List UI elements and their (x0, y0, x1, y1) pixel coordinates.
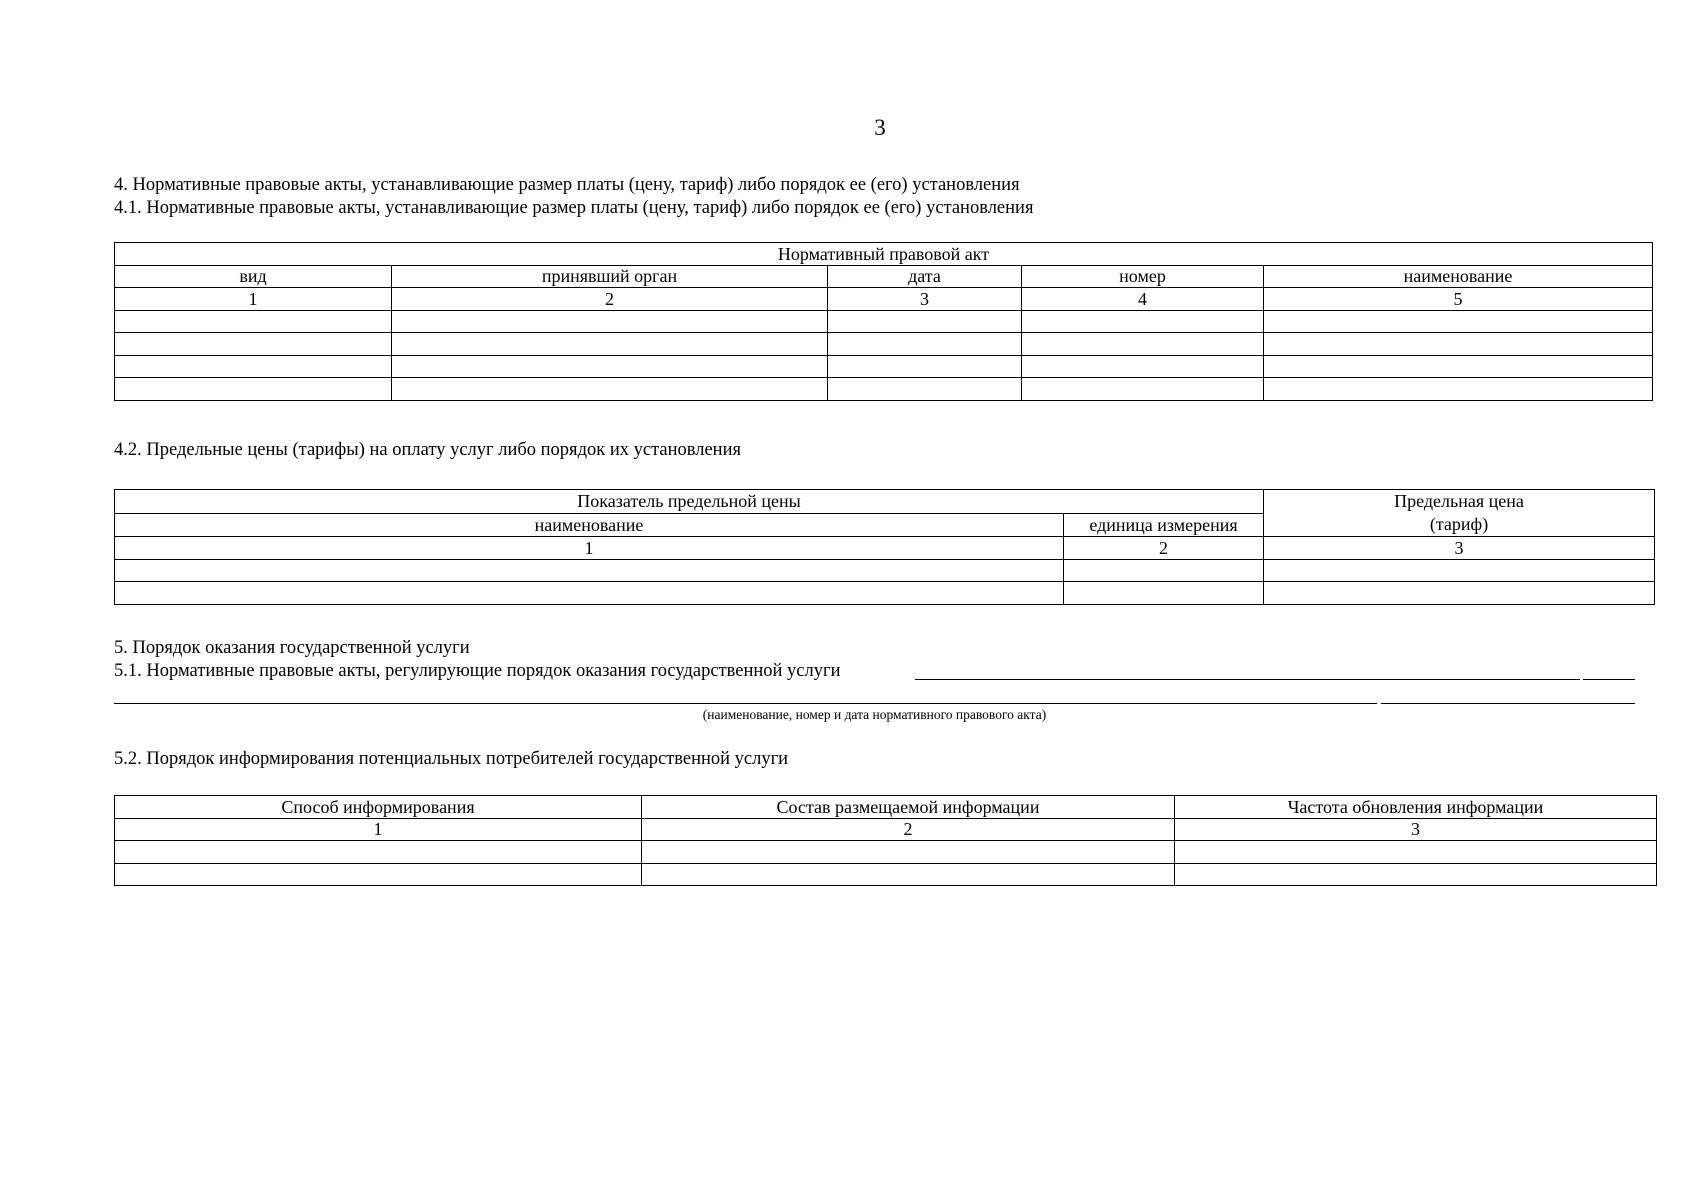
table-cell (115, 310, 392, 333)
table-row (115, 863, 1657, 886)
table-row (115, 378, 1653, 401)
table-group-header: Показатель предельной цены (115, 490, 1264, 514)
table-cell (642, 841, 1175, 864)
column-header: Состав размещаемой информации (642, 796, 1175, 819)
table-cell (115, 378, 392, 401)
section-4-2-title: 4.2. Предельные цены (тарифы) на оплату услуг либо порядок их установления (114, 440, 741, 460)
table-row (115, 243, 1653, 266)
table-cell (392, 333, 828, 356)
table-row (115, 796, 1657, 819)
table-row (115, 841, 1657, 864)
column-number: 3 (1175, 818, 1657, 841)
price-limits-table (114, 489, 1655, 605)
column-number: 4 (1022, 288, 1264, 311)
table-cell (1022, 333, 1264, 356)
column-header: единица измерения (1064, 513, 1264, 537)
column-number: 2 (1064, 537, 1264, 560)
page-number: 3 (874, 115, 886, 140)
table-cell (1175, 841, 1657, 864)
table-cell (392, 355, 828, 378)
section-5-2-title: 5.2. Порядок информирования потенциальных потребителей государственной услуги (114, 749, 789, 769)
table-row (115, 333, 1653, 356)
informing-table (114, 795, 1657, 886)
column-number: 3 (828, 288, 1022, 311)
column-number: 1 (115, 288, 392, 311)
section-4-title: 4. Нормативные правовые акты, устанавливающие размер платы (цену, тариф) либо порядок ее (его) установления (114, 175, 1020, 195)
column-header: принявший орган (392, 265, 828, 288)
table-cell (115, 863, 642, 886)
table-cell (1264, 333, 1653, 356)
table-cell (1022, 378, 1264, 401)
table-cell (828, 355, 1022, 378)
table-row (115, 582, 1655, 605)
table-cell (1264, 559, 1655, 582)
table-cell (1064, 559, 1264, 582)
table-row (115, 355, 1653, 378)
column-header: Частота обновления информации (1175, 796, 1657, 819)
column-number: 1 (115, 818, 642, 841)
table-cell (115, 333, 392, 356)
table-cell (115, 841, 642, 864)
table-cell (115, 582, 1064, 605)
legal-acts-table (114, 242, 1653, 401)
column-header: Способ информирования (115, 796, 642, 819)
section-5-title: 5. Порядок оказания государственной услуги (114, 638, 470, 658)
column-header: дата (828, 265, 1022, 288)
column-number: 5 (1264, 288, 1653, 311)
table-cell (1264, 582, 1655, 605)
table-row (115, 310, 1653, 333)
table-cell (115, 355, 392, 378)
table-cell (115, 559, 1064, 582)
column-number: 2 (642, 818, 1175, 841)
table-cell (1264, 378, 1653, 401)
price-header-line-1: Предельная цена (1394, 491, 1524, 511)
table-cell (1064, 582, 1264, 605)
fill-line (114, 703, 1377, 704)
table-cell (642, 863, 1175, 886)
table-cell (392, 378, 828, 401)
section-4-1-title: 4.1. Нормативные правовые акты, устанавливающие размер платы (цену, тариф) либо порядок ее (его) установления (114, 198, 1034, 218)
column-number: 3 (1264, 537, 1655, 560)
column-number: 2 (392, 288, 828, 311)
fill-line (915, 679, 1580, 680)
table-row (115, 559, 1655, 582)
table-cell (828, 310, 1022, 333)
column-header (1264, 490, 1655, 537)
table-cell (1022, 355, 1264, 378)
table-cell (828, 378, 1022, 401)
table-cell (1022, 310, 1264, 333)
column-header: номер (1022, 265, 1264, 288)
table-cell (1264, 355, 1653, 378)
column-header: наименование (1264, 265, 1653, 288)
price-header-line-2: (тариф) (1429, 514, 1489, 534)
table-cell (1264, 310, 1653, 333)
table-cell (828, 333, 1022, 356)
table-row (115, 818, 1657, 841)
section-5-1-title: 5.1. Нормативные правовые акты, регулирующие порядок оказания государственной услуги (114, 661, 841, 681)
table-row (115, 288, 1653, 311)
column-number: 1 (115, 537, 1064, 560)
column-header: наименование (115, 513, 1064, 537)
fill-line-caption: (наименование, номер и дата нормативного правового акта) (702, 707, 1047, 722)
column-header: вид (115, 265, 392, 288)
table-row (115, 490, 1655, 514)
table-row (115, 537, 1655, 560)
table-group-header: Нормативный правовой акт (115, 243, 1653, 266)
table-cell (1175, 863, 1657, 886)
fill-line (1583, 679, 1635, 680)
table-row (115, 265, 1653, 288)
fill-line (1381, 703, 1635, 704)
table-cell (392, 310, 828, 333)
